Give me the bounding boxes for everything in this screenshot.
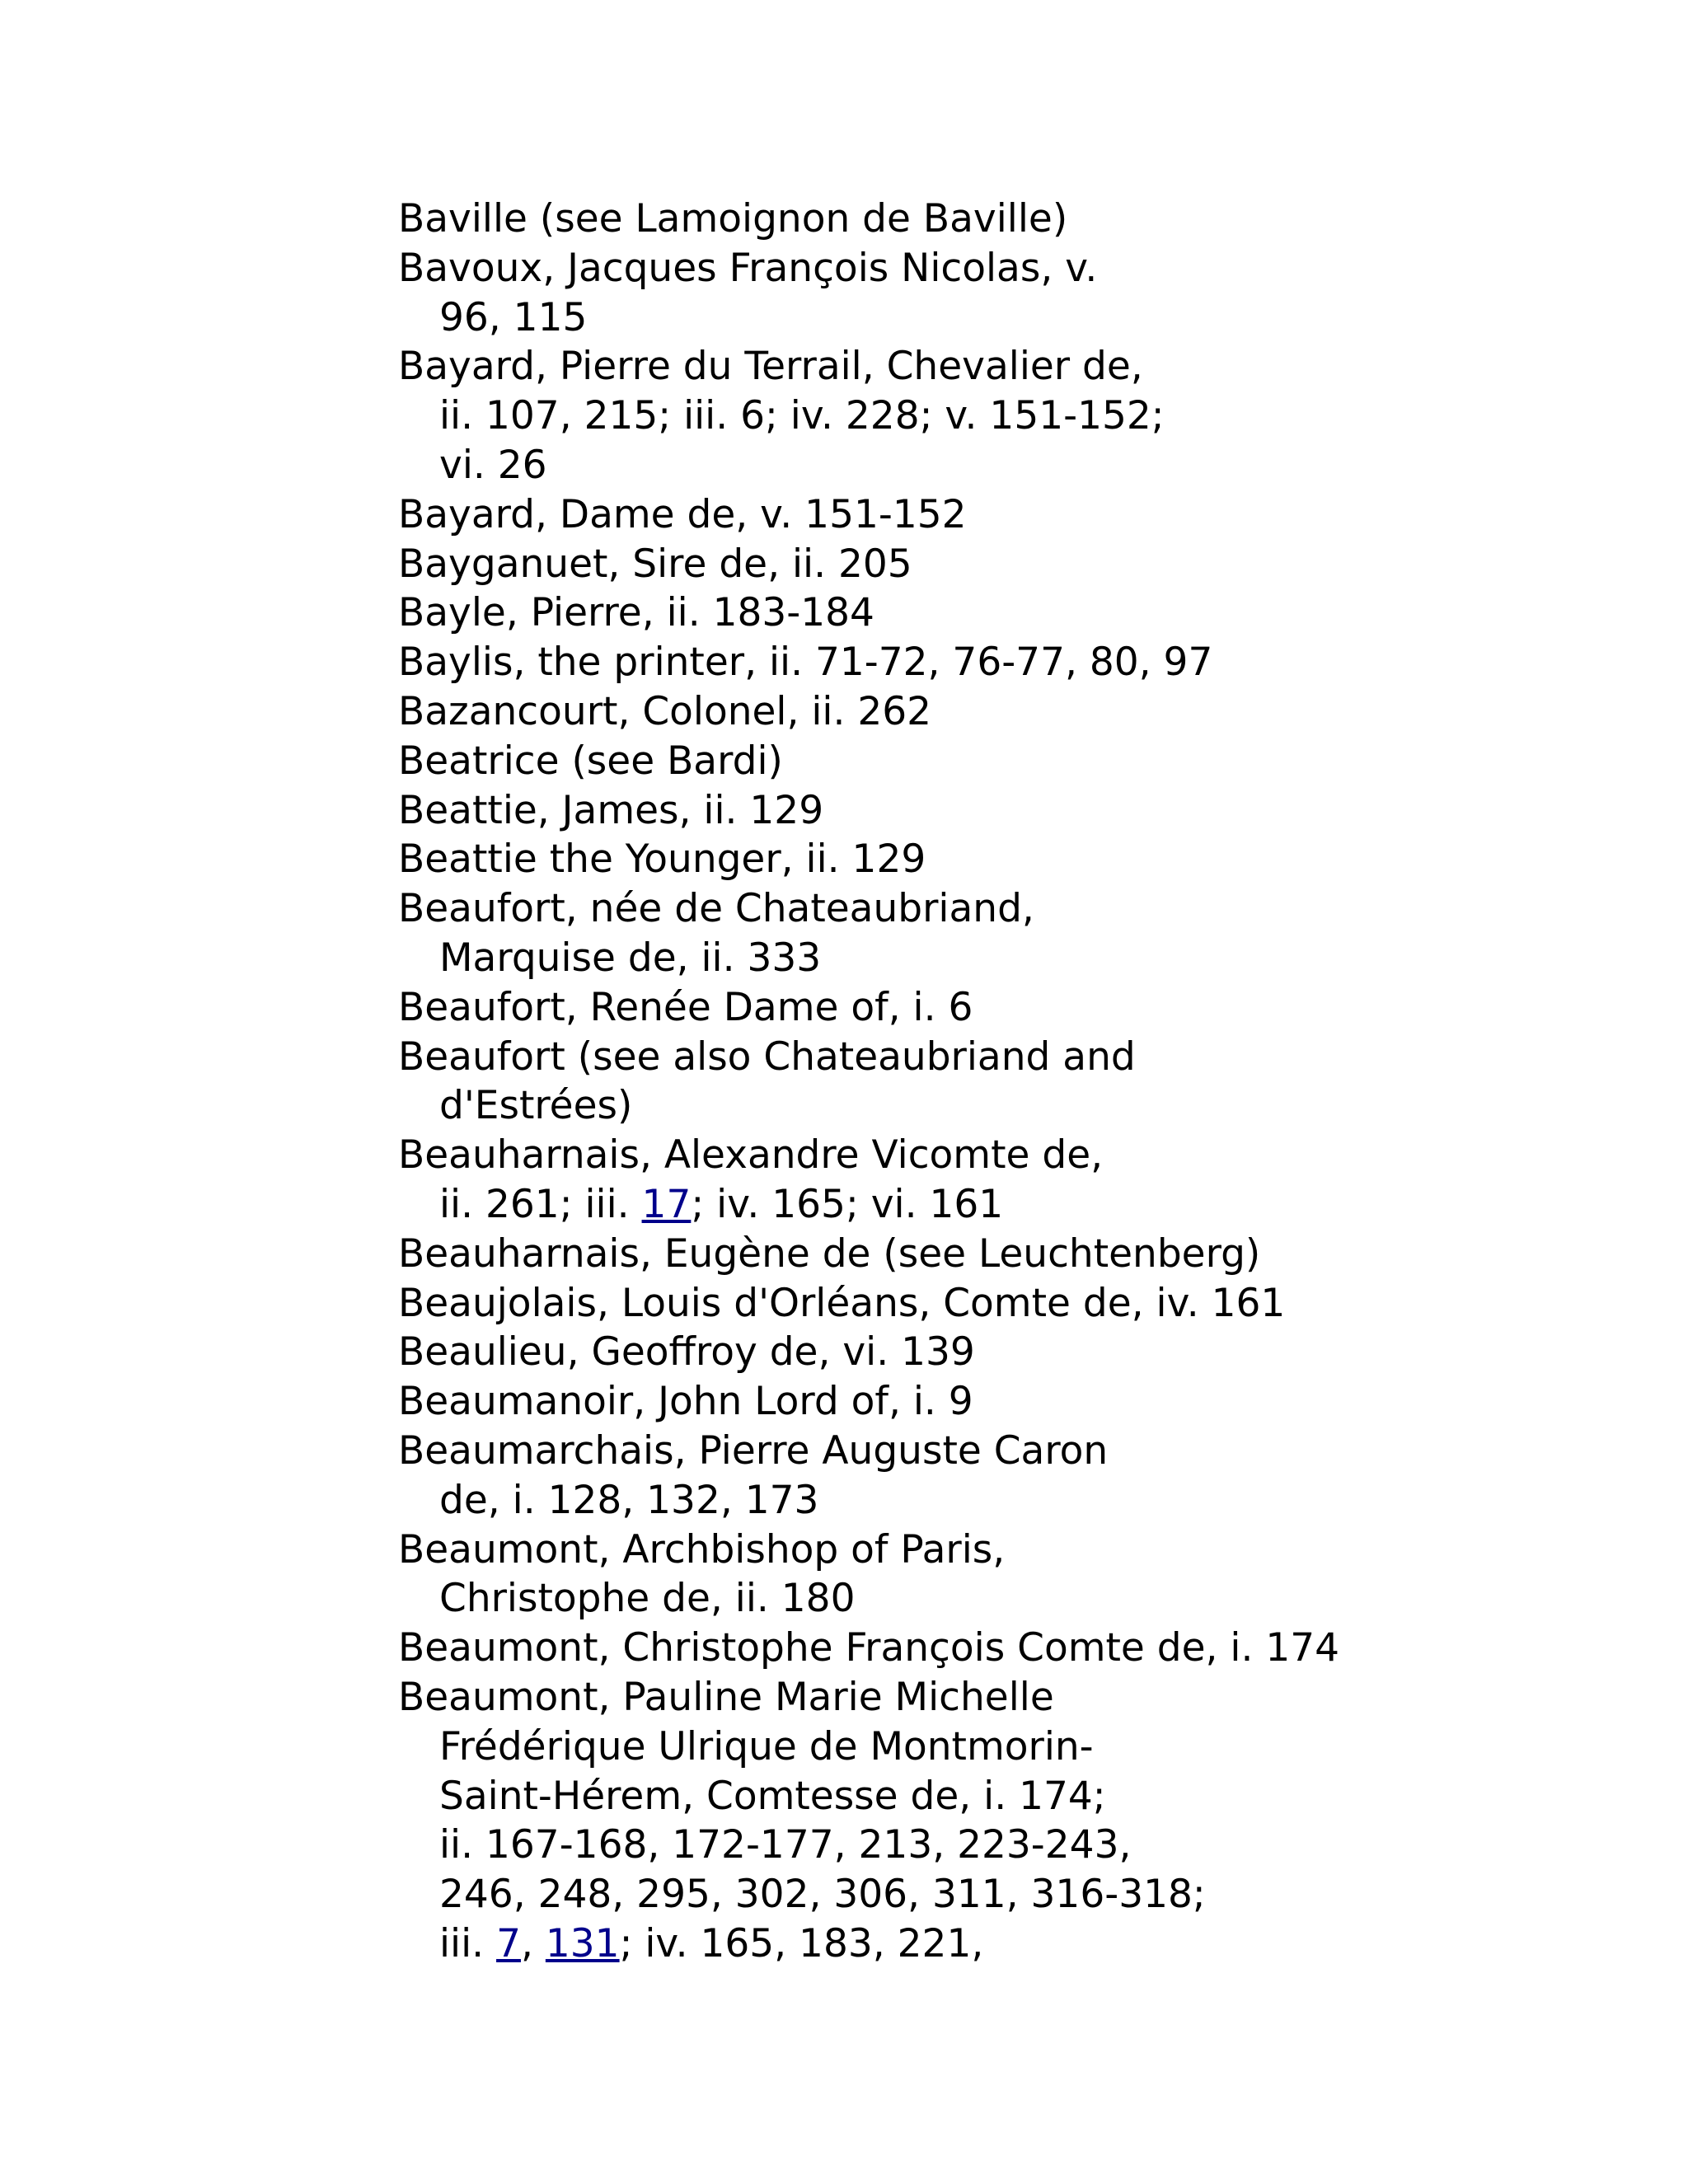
entry-text: Bayard, Dame de, v. 151-152 (398, 491, 967, 537)
entry-text: Beattie, James, ii. 129 (398, 787, 824, 833)
entry-text: ii. 261; iii. (439, 1181, 642, 1227)
entry-text: Beaumont, Christophe François Comte de, i. 174 (398, 1625, 1340, 1671)
entry-text: Beaumarchais, Pierre Auguste Caron (398, 1427, 1109, 1474)
entry-text: de, i. 128, 132, 173 (439, 1477, 819, 1523)
entry-text: ii. 107, 215; iii. 6; iv. 228; v. 151-152; (439, 393, 1165, 439)
index-entry (398, 1427, 1470, 1476)
entry-text: Bazancourt, Colonel, ii. 262 (398, 688, 932, 734)
entry-text: 246, 248, 295, 302, 306, 311, 316-318; (439, 1872, 1206, 1918)
entry-text: Bayganuet, Sire de, ii. 205 (398, 541, 912, 587)
index-entry (398, 342, 1470, 391)
index-entry (398, 983, 1470, 1033)
entry-text: ii. 167-168, 172-177, 213, 223-243, (439, 1822, 1132, 1868)
index-entry-continuation (398, 1180, 1470, 1230)
index-entry (398, 490, 1470, 540)
entry-text: Marquise de, ii. 333 (439, 935, 822, 981)
index-entry-continuation (398, 1919, 1470, 1969)
index-entry-continuation (398, 441, 1470, 490)
index-page (398, 194, 1470, 1969)
index-entry (398, 244, 1470, 293)
index-entry (398, 786, 1470, 836)
entry-text: Beaufort, Renée Dame of, i. 6 (398, 984, 973, 1030)
page-reference-link[interactable]: 17 (641, 1181, 692, 1227)
entry-text: vi. 26 (439, 442, 547, 488)
entry-text: Baville (see Lamoignon de Baville) (398, 196, 1068, 241)
index-entry (398, 540, 1470, 589)
index-entry-continuation (398, 1476, 1470, 1526)
entry-text: Frédérique Ulrique de Montmorin- (439, 1723, 1094, 1769)
index-entry (398, 194, 1470, 244)
index-entry (398, 638, 1470, 687)
entry-text: Beauharnais, Eugène de (see Leuchtenberg) (398, 1230, 1261, 1277)
entry-text: , (520, 1920, 546, 1966)
index-entry-continuation (398, 934, 1470, 983)
entry-text: Bavoux, Jacques François Nicolas, v. (398, 245, 1098, 291)
entry-text: Beauharnais, Alexandre Vicomte de, (398, 1132, 1104, 1179)
index-entry (398, 1033, 1470, 1082)
entry-text: iii. (439, 1920, 497, 1966)
entry-text: Beatrice (see Bardi) (398, 738, 783, 784)
index-entry (398, 1377, 1470, 1427)
entry-text: Saint-Hérem, Comtesse de, i. 174; (439, 1773, 1106, 1819)
entry-text: ; iv. 165, 183, 221, (619, 1920, 984, 1966)
index-entry (398, 1328, 1470, 1377)
entry-text: Baylis, the printer, ii. 71-72, 76-77, 80, 97 (398, 640, 1213, 686)
index-entry (398, 1624, 1470, 1673)
index-entry (398, 1131, 1470, 1180)
entry-text: Beaumont, Pauline Marie Michelle (398, 1674, 1054, 1720)
entry-text: Beaujolais, Louis d'Orléans, Comte de, iv. 161 (398, 1280, 1286, 1326)
index-entry-continuation (398, 1574, 1470, 1624)
index-entry (398, 737, 1470, 786)
index-entry-continuation (398, 1081, 1470, 1131)
entry-text: Beaufort, née de Chateaubriand, (398, 886, 1034, 932)
entry-text: Beaumanoir, John Lord of, i. 9 (398, 1379, 973, 1425)
index-entry (398, 687, 1470, 737)
entry-text: 96, 115 (439, 294, 588, 340)
index-entry (398, 588, 1470, 638)
entry-text: Beaulieu, Geoffroy de, vi. 139 (398, 1329, 975, 1376)
index-entry-continuation (398, 293, 1470, 343)
index-entry-continuation (398, 1772, 1470, 1821)
index-entry (398, 1526, 1470, 1575)
index-entry (398, 1230, 1470, 1279)
index-entry-continuation (398, 391, 1470, 441)
entry-text: Christophe de, ii. 180 (439, 1576, 856, 1622)
page-reference-link[interactable]: 7 (496, 1920, 521, 1966)
index-entry-continuation (398, 1821, 1470, 1870)
entry-text: Bayle, Pierre, ii. 183-184 (398, 590, 874, 636)
entry-text: Beattie the Younger, ii. 129 (398, 837, 926, 883)
entry-text: ; iv. 165; vi. 161 (691, 1181, 1004, 1227)
index-entry-continuation (398, 1722, 1470, 1772)
entry-text: d'Estrées) (439, 1083, 633, 1129)
index-entry-continuation (398, 1870, 1470, 1919)
index-entry (398, 884, 1470, 934)
index-entry (398, 1279, 1470, 1329)
page-reference-link[interactable]: 131 (545, 1920, 620, 1966)
entry-text: Bayard, Pierre du Terrail, Chevalier de, (398, 344, 1143, 390)
entry-text: Beaumont, Archbishop of Paris, (398, 1526, 1006, 1572)
entry-text: Beaufort (see also Chateaubriand and (398, 1033, 1136, 1080)
index-entry (398, 1673, 1470, 1722)
index-entry (398, 835, 1470, 884)
